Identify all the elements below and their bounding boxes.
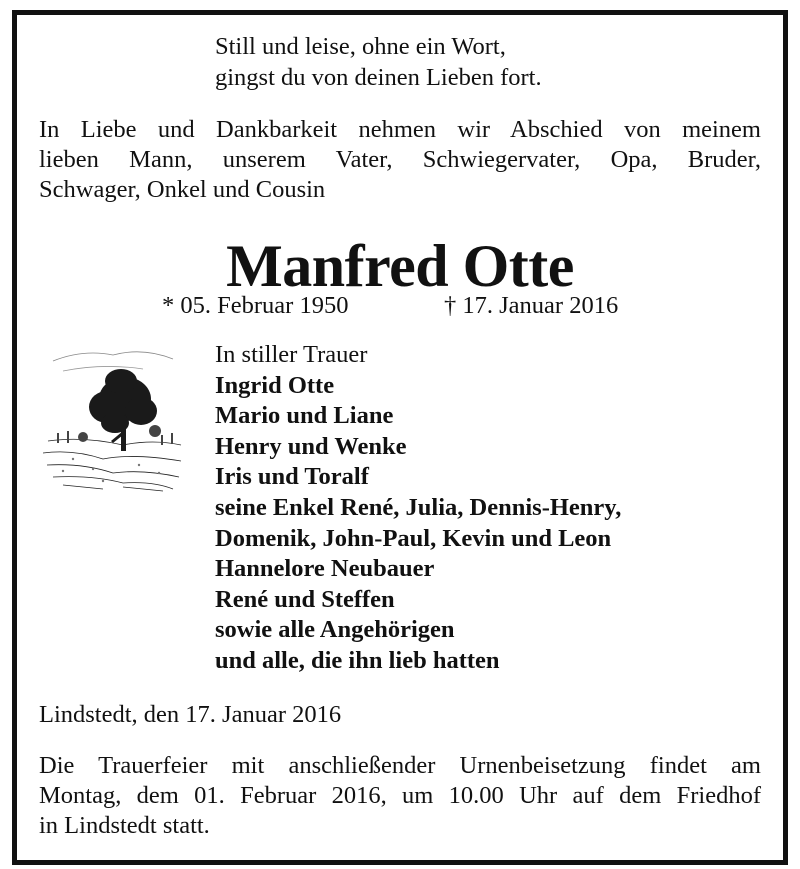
mourner-line: Domenik, John-Paul, Kevin und Leon — [215, 524, 612, 552]
mourning-heading: In stiller Trauer — [215, 341, 368, 368]
ceremony-line-1: Die Trauerfeier mit anschließender Urnenbeisetzung findet am — [39, 752, 761, 779]
mourners-list — [215, 340, 621, 677]
ceremony-text — [39, 751, 761, 841]
poem-line-1: Still und leise, ohne ein Wort, — [215, 33, 506, 60]
mourner-line: Ingrid Otte — [215, 371, 335, 399]
mourner-line: Mario und Liane — [215, 402, 394, 430]
mourner-line: Henry und Wenke — [215, 432, 407, 460]
mourner-line: Iris und Toralf — [215, 463, 369, 491]
place-date: Lindstedt, den 17. Januar 2016 — [39, 701, 342, 728]
death-date: † 17. Januar 2016 — [444, 292, 619, 319]
deceased-name: Manfred Otte — [226, 233, 574, 299]
mourner-line: Hannelore Neubauer — [215, 555, 435, 583]
ceremony-line-2: Montag, dem 01. Februar 2016, um 10.00 Uhr auf dem Friedhof — [39, 782, 761, 809]
intro-text — [39, 115, 761, 205]
mourner-line: René und Steffen — [215, 585, 395, 613]
birth-date: * 05. Februar 1950 — [162, 292, 349, 319]
obituary-frame — [12, 10, 788, 865]
intro-line-2: lieben Mann, unserem Vater, Schwiegervater, Opa, Bruder, — [39, 146, 761, 173]
ceremony-line-3: in Lindstedt statt. — [39, 812, 210, 839]
mourner-line: sowie alle Angehörigen — [215, 616, 455, 644]
poem-line-2: gingst du von deinen Lieben fort. — [215, 64, 542, 91]
mourner-line: und alle, die ihn lieb hatten — [215, 646, 500, 674]
tree-landscape-icon — [43, 341, 183, 493]
intro-line-3: Schwager, Onkel und Cousin — [39, 176, 326, 203]
mourner-line: seine Enkel René, Julia, Dennis-Henry, — [215, 493, 622, 521]
intro-line-1: In Liebe und Dankbarkeit nehmen wir Abschied von meinem — [39, 116, 761, 143]
